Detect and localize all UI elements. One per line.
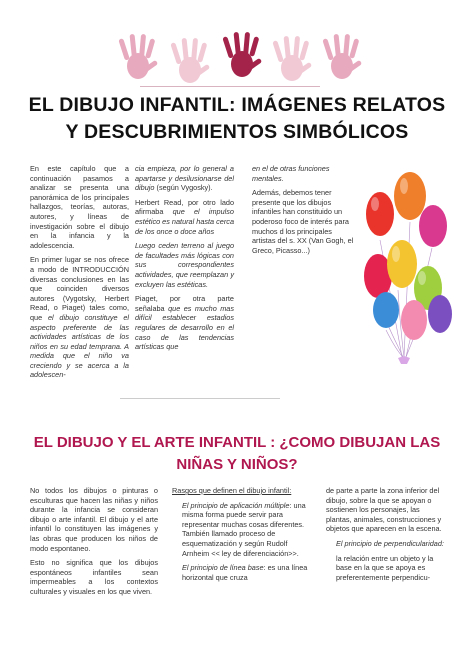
balloon-icon xyxy=(401,300,427,340)
hand-icon xyxy=(170,38,210,83)
title-line-2: Y DESCUBRIMIENTOS SIMBÓLICOS xyxy=(65,121,409,143)
list-item: El principio de perpendicularidad: xyxy=(336,538,444,548)
balloon-icon xyxy=(428,295,452,333)
column-1 xyxy=(30,164,129,385)
balloon-icon xyxy=(419,205,447,247)
paragraph: Piaget, por otra parte señalaba que es mucho mas difícil establecer estadios regulares de desarrollo en el caso de las tendencias artísticas que xyxy=(135,294,234,352)
column-2 xyxy=(135,164,234,357)
section-title-line-1: EL DIBUJO Y EL ARTE INFANTIL : ¿COMO DIBUJAN LAS xyxy=(33,434,441,451)
column-4 xyxy=(30,486,158,602)
paragraph: la relación entre un objeto y la base en la que se apoya es preferentemente perpendicu- xyxy=(336,553,434,582)
paragraph: Además, debemos tener presente que los dibujos infantiles han constituido un poderoso foco de interés para muchos d los principales artistas del s. XX (Van Gogh, el Greco, Picasso...) xyxy=(252,188,354,255)
list-heading: Rasgos que definen el dibujo infantil: xyxy=(172,486,292,495)
paragraph: En primer lugar se nos ofrece a modo de INTRODUCCIÓN diversas conclusiones en las que coinciden diversos autores (Vygotsky, Herbert Read, o Piaget) tales como, que el dibujo constituye el aspecto preferente de las actividades artísticas de los niños en su edad temprana. A medida que el niño va creciendo y se acerca a la adolescen- xyxy=(30,255,129,380)
paragraph: No todos los dibujos o pinturas o esculturas que hacen las niñas y niños durante la infancia se consideran dibujo o arte infantil. El dibujo y el arte infantil lo constituyen las imágenes y las obras que producen los niños de modo espontaneo. xyxy=(30,486,158,553)
paragraph: Luego ceden terreno al juego de facultades más lógicas con sus correspondientes actividades, que reemplazan y excluyen las estéticas. xyxy=(135,241,234,289)
balloon-icon xyxy=(366,192,394,236)
column-5 xyxy=(172,486,308,587)
balloon-icon xyxy=(373,292,399,328)
header-rule xyxy=(140,86,320,87)
list-item: El principio de línea base: es una línea horizontal que cruza xyxy=(182,563,308,582)
hand-icon xyxy=(118,34,158,79)
balloons-illustration xyxy=(358,152,456,388)
list-item: El principio de aplicación múltiple: una misma forma puede servir para representar muchas cosas diferentes. También llamado proceso de esquematización y según Rudolf Arnheim << ley de diferenciación>>. xyxy=(182,500,306,558)
paragraph: cia empieza, por lo general a apartarse y desilusionarse del dibujo (según Vygosky). xyxy=(135,164,234,193)
title-line-1: EL DIBUJO INFANTIL: IMÁGENES RELATOS xyxy=(28,94,446,116)
handprints-decoration xyxy=(118,30,368,84)
paragraph: Herbert Read, por otro lado afirmaba que el impulso estético es natural hasta cerca de los once o doce años xyxy=(135,197,234,236)
hand-icon xyxy=(322,34,362,79)
balloon-icon xyxy=(387,240,417,288)
column-6 xyxy=(326,486,444,587)
page-title xyxy=(18,92,456,146)
paragraph: Esto no significa que los dibujos espontáneos infantiles sean impermeables a los contextos culturales y visuales en los que viven. xyxy=(30,558,158,596)
section-divider xyxy=(120,398,280,399)
column-3 xyxy=(252,164,356,260)
hand-icon xyxy=(272,36,312,81)
paragraph: de parte a parte la zona inferior del dibujo, sobre la que se apoyan o sostienen los personajes, las plantas, animales, construcciones y objetos que aparecen en la escena. xyxy=(326,486,442,534)
section-title-line-2: NIÑAS Y NIÑOS? xyxy=(176,456,298,473)
paragraph: En este capítulo que a continuación pasamos a analizar se presenta una panorámica de los principales hallazgos, teorías, autoras, autores, y líneas de investigación sobre el dibujo en la infancia y la adolescencia. xyxy=(30,164,129,250)
section-title xyxy=(18,432,456,476)
balloon-icon xyxy=(394,172,426,220)
paragraph: en el de otras funciones mentales. xyxy=(252,164,330,183)
hand-icon xyxy=(222,32,262,77)
